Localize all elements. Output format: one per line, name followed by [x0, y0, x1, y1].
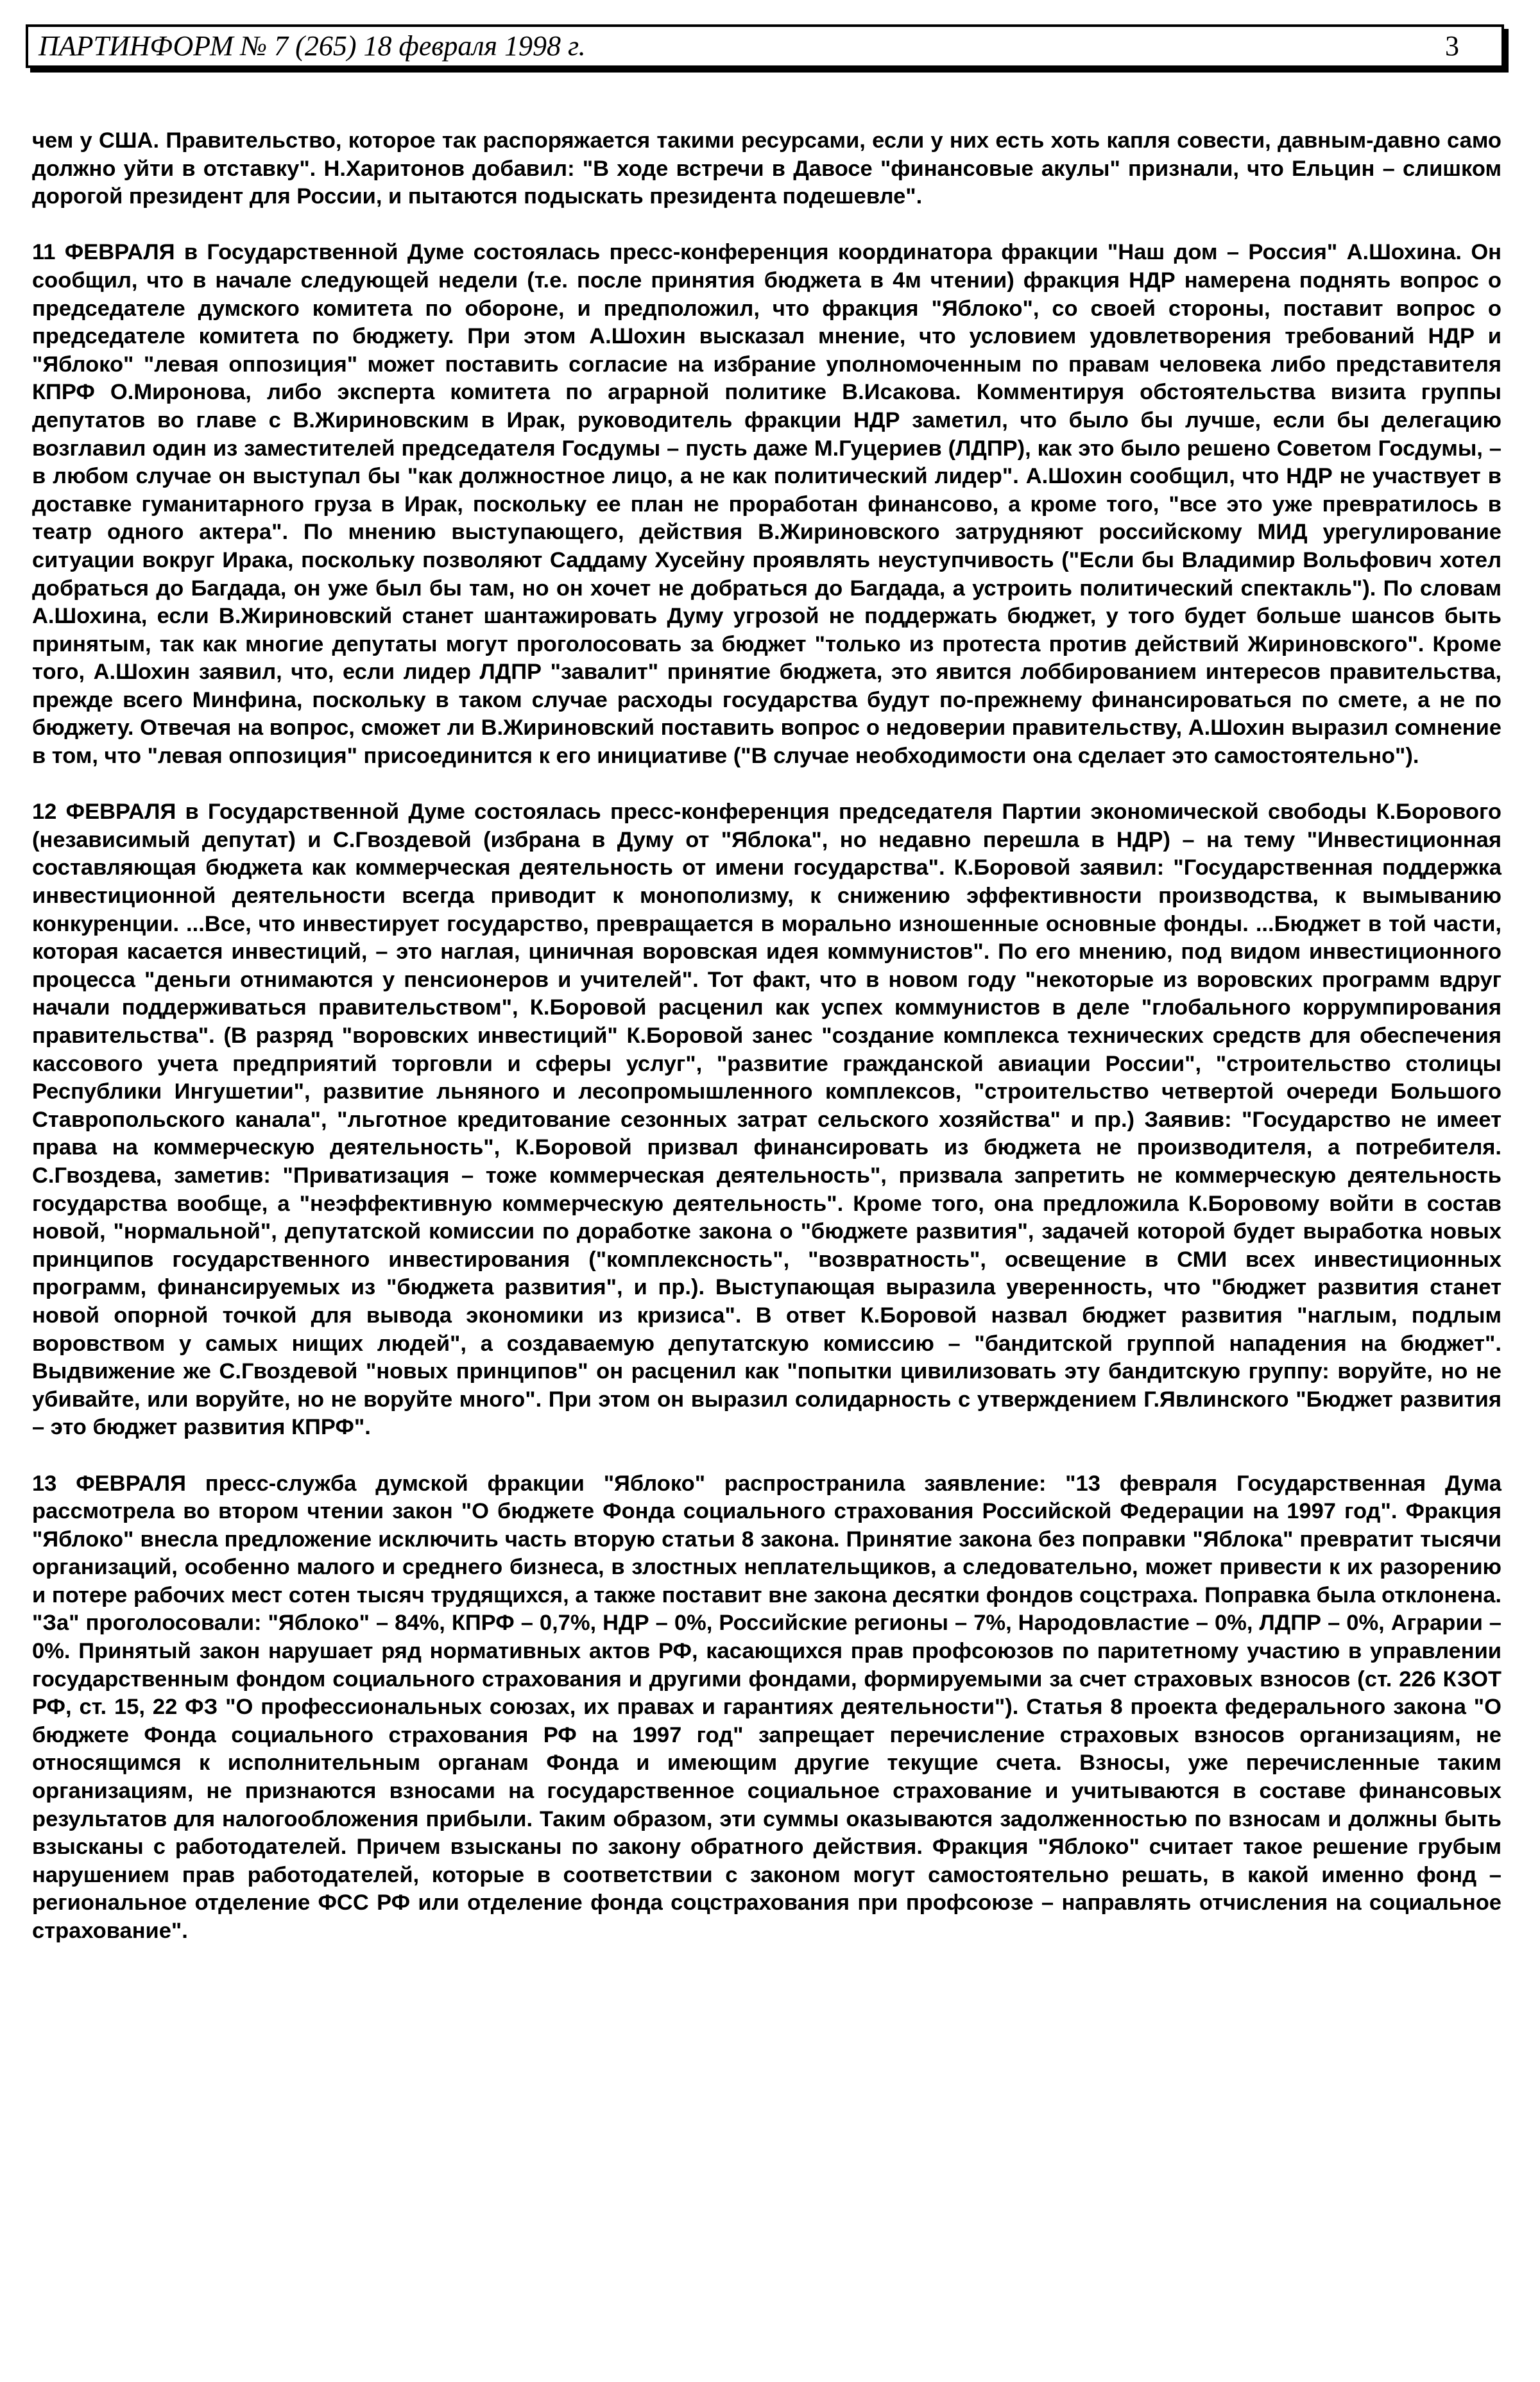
- article-body: [32, 127, 1502, 1946]
- paragraph-continuation: чем у США. Правительство, которое так распоряжается такими ресурсами, если у них есть хоть капля совести, давным-давно само должно уйти в отставку". Н.Харитонов добавил: "В ходе встречи в Давосе "финансовые акулы" признали, что Ельцин – слишком дорогой президент для России, и пытаются подыскать президента подешевле".: [32, 128, 1502, 209]
- paragraph-feb-11: 11 ФЕВРАЛЯ в Государственной Думе состоялась пресс-конференция координатора фракции "Наш дом – Россия" А.Шохина. Он сообщил, что в начале следующей недели (т.е. после принятия бюджета в 4м чтении) фракция НДР намерена поднять вопрос о председателе думского комитета по обороне, и предположил, что фракция "Яблоко", со своей стороны, поставит вопрос о председателе комитета по бюджету. При этом А.Шохин высказал мнение, что условием удовлетворения требований НДР и "Яблоко" "левая оппозиция" может поставить согласие на избрание уполномоченным по правам человека либо представителя КПРФ О.Миронова, либо эксперта комитета по аграрной политике В.Исакова. Комментируя обстоятельства визита группы депутатов во главе с В.Жириновским в Ирак, руководитель фракции НДР заметил, что было бы лучше, если бы делегацию возглавил один из заместителей председателя Госдумы – пусть даже М.Гуцериев (ЛДПР), как это было решено Советом Госдумы, – в любом случае он выступал бы "как должностное лицо, а не как политический лидер". А.Шохин сообщил, что НДР не участвует в доставке гуманитарного груза в Ирак, поскольку ее план не проработан финансово, а кроме того, "все это уже превратилось в театр одного актера". По мнению выступающего, действия В.Жириновского затрудняют российскому МИД урегулирование ситуации вокруг Ирака, поскольку позволяют Саддаму Хусейну проявлять неуступчивость ("Если бы Владимир Вольфович хотел добраться до Багдада, он уже был бы там, но он хочет не добраться до Багдада, а устроить политический спектакль"). По словам А.Шохина, если В.Жириновский станет шантажировать Думу угрозой не поддержать бюджет, у того будет больше шансов быть принятым, так как многие депутаты могут проголосовать за бюджет "только из протеста против действий Жириновского". Кроме того, А.Шохин заявил, что, если лидер ЛДПР "завалит" принятие бюджета, это явится лоббированием интересов правительства, прежде всего Минфина, поскольку в таком случае расходы государства будут по-прежнему финансироваться по смете, а не по бюджету. Отвечая на вопрос, сможет ли В.Жириновский поставить вопрос о недоверии правительству, А.Шохин выразил сомнение в том, что "левая оппозиция" присоединится к его инициативе ("В случае необходимости она сделает это самостоятельно").: [32, 240, 1502, 769]
- paragraph-feb-13: 13 ФЕВРАЛЯ пресс-служба думской фракции "Яблоко" распространила заявление: "13 февраля Государственная Дума рассмотрела во втором чтении закон "О бюджете Фонда социального страхования Российской Федерации на 1997 год". Фракция "Яблоко" внесла предложение исключить часть вторую статьи 8 закона. Принятие закона без поправки "Яблока" превратит тысячи организаций, особенно малого и среднего бизнеса, в злостных неплательщиков, а следовательно, может привести к их разорению и потере рабочих мест сотен тысяч трудящихся, а также поставит вне закона десятки фондов соцстраха. Поправка была отклонена. "За" проголосовали: "Яблоко" – 84%, КПРФ – 0,7%, НДР – 0%, Российские регионы – 7%, Народовластие – 0%, ЛДПР – 0%, Аграрии – 0%. Принятый закон нарушает ряд нормативных актов РФ, касающихся прав профсоюзов по паритетному участию в управлении государственным фондом социального страхования и другими фондами, формируемыми за счет страховых взносов (ст. 226 КЗОТ РФ, ст. 15, 22 ФЗ "О профессиональных союзах, их правах и гарантиях деятельности"). Статья 8 проекта федерального закона "О бюджете Фонда социального страхования РФ на 1997 год" запрещает перечисление страховых взносов организациям, не относящимся к исполнительным органам Фонда и имеющим другие текущие счета. Взносы, уже перечисленные таким организациям, не признаются взносами на государственное социальное страхование и учитываются в составе финансовых результатов для налогообложения прибыли. Таким образом, эти суммы оказываются задолженностью по взносам и должны быть взысканы с работодателей. Причем взысканы по закону обратного действия. Фракция "Яблоко" считает такое решение грубым нарушением прав работодателей, которые в соответствии с законом могут самостоятельно решать, в какой именно фонд – региональное отделение ФСС РФ или отделение фонда соцстрахования при профсоюзе – направлять отчисления на социальное страхование".: [32, 1471, 1502, 1943]
- page-header: [26, 24, 1504, 68]
- publication-title: ПАРТИНФОРМ № 7 (265) 18 февраля 1998 г.: [38, 30, 586, 62]
- page-number: 3: [1445, 30, 1459, 62]
- paragraph-feb-12: 12 ФЕВРАЛЯ в Государственной Думе состоялась пресс-конференция председателя Партии экономической свободы К.Борового (независимый депутат) и С.Гвоздевой (избрана в Думу от "Яблока", но недавно перешла в НДР) – на тему "Инвестиционная составляющая бюджета как коммерческая деятельность от имени государства". К.Боровой заявил: "Государственная поддержка инвестиционной деятельности всегда приводит к монополизму, к снижению эффективности производства, к вымыванию конкуренции. ...Все, что инвестирует государство, превращается в морально изношенные основные фонды. ...Бюджет в той части, которая касается инвестиций, – это наглая, циничная воровская идея коммунистов". По его мнению, под видом инвестиционного процесса "деньги отнимаются у пенсионеров и учителей". Тот факт, что в новом году "некоторые из воровских программ вдруг начали поддерживаться правительством", К.Боровой расценил как успех коммунистов в деле "глобального коррумпирования правительства". (В разряд "воровских инвестиций" К.Боровой занес "создание комплекса технических средств для обеспечения кассового учета предприятий торговли и сферы услуг", "развитие гражданской авиации России", "строительство столицы Республики Ингушетии", развитие льняного и лесопромышленного комплексов, "строительство четвертой очереди Большого Ставропольского канала", "льготное кредитование сезонных затрат сельского хозяйства" и пр.) Заявив: "Государство не имеет права на коммерческую деятельность", К.Боровой призвал финансировать из бюджета не производителя, а потребителя. С.Гвоздева, заметив: "Приватизация – тоже коммерческая деятельность", призвала запретить не коммерческую деятельность государства вообще, а "неэффективную коммерческую деятельность". Кроме того, она предложила К.Боровому войти в состав новой, "нормальной", депутатской комиссии по доработке закона о "бюджете развития", задачей которой будет выработка новых принципов государственного инвестирования ("комплексность", "возвратность", освещение в СМИ всех инвестиционных программ, финансируемых из "бюджета развития", и пр.). Выступающая выразила уверенность, что "бюджет развития станет новой опорной точкой для вывода экономики из кризиса". В ответ К.Боровой назвал бюджет развития "наглым, подлым воровством у самых нищих людей", а создаваемую депутатскую комиссию – "бандитской группой нападения на бюджет". Выдвижение же С.Гвоздевой "новых принципов" он расценил как "попытки цивилизовать эту бандитскую группу: воруйте, но не убивайте, или воруйте, но не воруйте много". При этом он выразил солидарность с утверждением Г.Явлинского "Бюджет развития – это бюджет развития КПРФ".: [32, 800, 1502, 1440]
